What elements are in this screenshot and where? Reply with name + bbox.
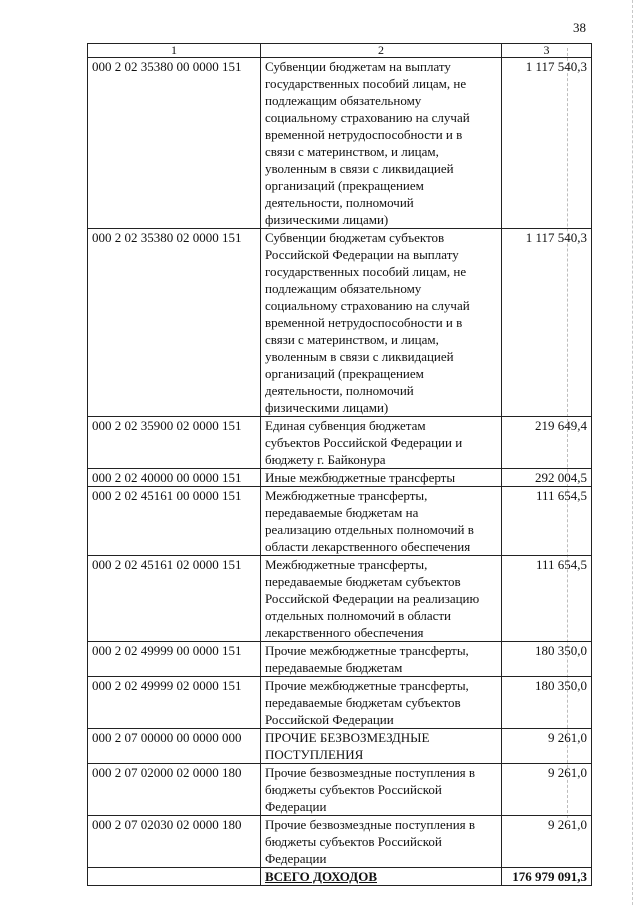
page-number: 38	[573, 20, 586, 35]
budget-code-cell: 000 2 02 49999 00 0000 151	[88, 642, 261, 677]
table-row	[88, 417, 592, 469]
table-row	[88, 469, 592, 487]
table-row	[88, 816, 592, 868]
total-amount: 176 979 091,3	[502, 868, 592, 886]
item-name-cell: Иные межбюджетные трансферты	[261, 469, 502, 487]
amount-cell: 1 117 540,3	[502, 58, 592, 229]
total-empty-cell	[88, 868, 261, 886]
table-row	[88, 642, 592, 677]
table-row	[88, 229, 592, 417]
amount-cell: 9 261,0	[502, 816, 592, 868]
table-header-row	[88, 44, 592, 58]
budget-code-cell: 000 2 07 02000 02 0000 180	[88, 764, 261, 816]
amount-cell: 111 654,5	[502, 556, 592, 642]
table-row	[88, 58, 592, 229]
item-name-cell: Прочие межбюджетные трансферты, передаваемые бюджетам субъектов Российской Федерации	[261, 677, 502, 729]
amount-cell: 1 117 540,3	[502, 229, 592, 417]
total-label: ВСЕГО ДОХОДОВ	[261, 868, 502, 886]
item-name-cell: Межбюджетные трансферты, передаваемые бюджетам субъектов Российской Федерации на реализацию отдельных полномочий в области лекарственного обеспечения	[261, 556, 502, 642]
column-header-2: 2	[261, 44, 502, 58]
amount-cell: 180 350,0	[502, 677, 592, 729]
item-name-cell: Прочие межбюджетные трансферты, передаваемые бюджетам	[261, 642, 502, 677]
item-name-cell: Субвенции бюджетам на выплату государственных пособий лицам, не подлежащим обязательному социальному страхованию на случай временной нетрудоспособности и в связи с материнством, и лицам, уволенным в связи с ликвидацией организаций (прекращением деятельности, полномочий физическими лицами)	[261, 58, 502, 229]
column-header-1: 1	[88, 44, 261, 58]
revenue-table	[87, 43, 592, 886]
amount-cell: 111 654,5	[502, 487, 592, 556]
item-name-cell: Межбюджетные трансферты, передаваемые бюджетам на реализацию отдельных полномочий в области лекарственного обеспечения	[261, 487, 502, 556]
scan-edge-line	[632, 0, 634, 905]
table-row	[88, 556, 592, 642]
budget-code-cell: 000 2 07 02030 02 0000 180	[88, 816, 261, 868]
item-name-cell: Единая субвенция бюджетам субъектов Российской Федерации и бюджету г. Байконура	[261, 417, 502, 469]
budget-code-cell: 000 2 02 40000 00 0000 151	[88, 469, 261, 487]
item-name-cell: ПРОЧИЕ БЕЗВОЗМЕЗДНЫЕ ПОСТУПЛЕНИЯ	[261, 729, 502, 764]
item-name-cell: Прочие безвозмездные поступления в бюджеты субъектов Российской Федерации	[261, 764, 502, 816]
amount-cell: 9 261,0	[502, 764, 592, 816]
item-name-cell: Прочие безвозмездные поступления в бюджеты субъектов Российской Федерации	[261, 816, 502, 868]
budget-code-cell: 000 2 02 45161 02 0000 151	[88, 556, 261, 642]
table-row	[88, 677, 592, 729]
amount-cell: 292 004,5	[502, 469, 592, 487]
budget-code-cell: 000 2 02 35380 02 0000 151	[88, 229, 261, 417]
table-row	[88, 487, 592, 556]
budget-code-cell: 000 2 02 49999 02 0000 151	[88, 677, 261, 729]
amount-cell: 219 649,4	[502, 417, 592, 469]
amount-cell: 180 350,0	[502, 642, 592, 677]
column-header-3: 3	[502, 44, 592, 58]
budget-code-cell: 000 2 07 00000 00 0000 000	[88, 729, 261, 764]
item-name-cell: Субвенции бюджетам субъектов Российской Федерации на выплату государственных пособий лицам, не подлежащим обязательному социальному страхованию на случай временной нетрудоспособности и в связи с материнством, и лицам, уволенным в связи с ликвидацией организаций (прекращением деятельности, полномочий физическими лицами)	[261, 229, 502, 417]
total-row	[88, 868, 592, 886]
budget-code-cell: 000 2 02 35900 02 0000 151	[88, 417, 261, 469]
table-row	[88, 764, 592, 816]
budget-code-cell: 000 2 02 45161 00 0000 151	[88, 487, 261, 556]
amount-cell: 9 261,0	[502, 729, 592, 764]
budget-code-cell: 000 2 02 35380 00 0000 151	[88, 58, 261, 229]
table-row	[88, 729, 592, 764]
